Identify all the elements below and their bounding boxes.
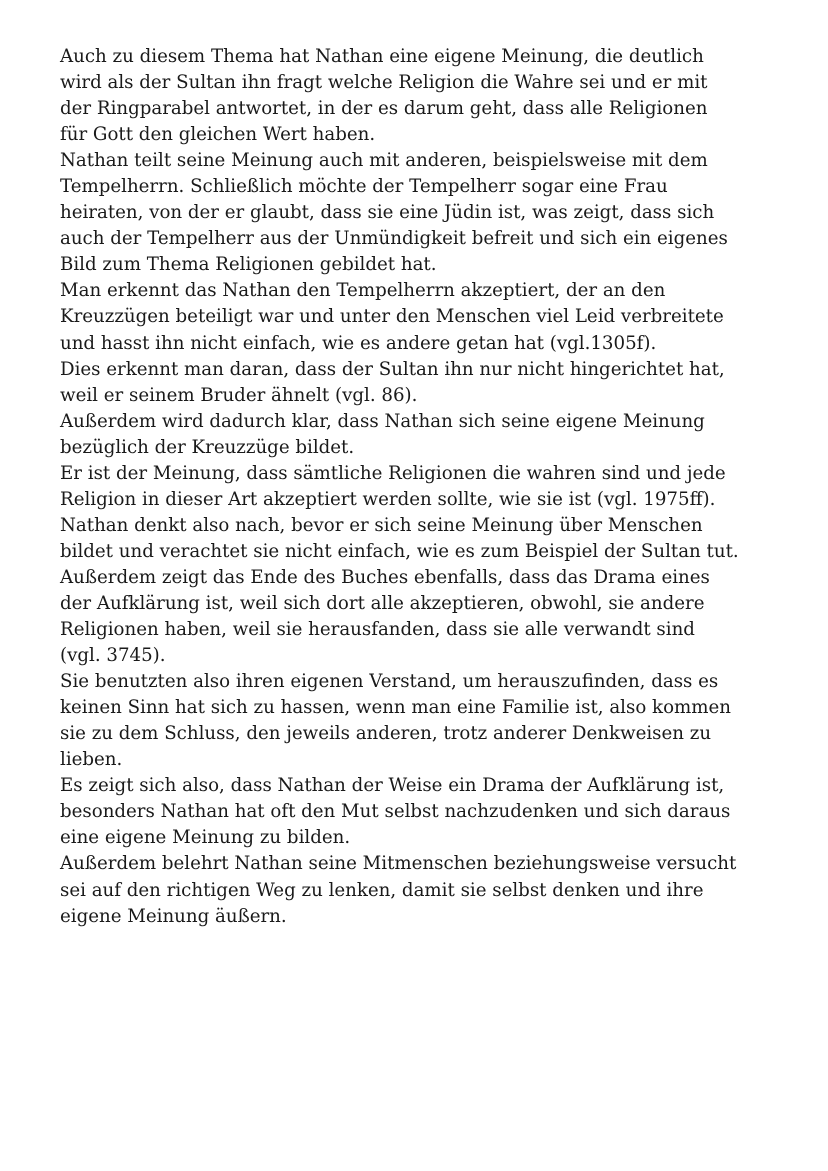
text-line: Dies erkennt man daran, dass der Sultan ihn nur nicht hingerichtet hat, xyxy=(60,358,725,380)
text-line: wird als der Sultan ihn fragt welche Religion die Wahre sei und er mit xyxy=(60,72,708,94)
text-line: der Aufklärung ist, weil sich dort alle akzeptieren, obwohl, sie andere xyxy=(60,592,705,614)
text-line: (vgl. 3745). xyxy=(60,645,166,667)
text-line: weil er seinem Bruder ähnelt (vgl. 86). xyxy=(60,384,418,406)
document-body xyxy=(60,44,780,930)
text-line: besonders Nathan hat oft den Mut selbst nachzudenken und sich daraus xyxy=(60,801,731,823)
text-line: und hasst ihn nicht einfach, wie es andere getan hat (vgl.1305f). xyxy=(60,332,657,354)
text-line: eigene Meinung äußern. xyxy=(60,905,287,927)
text-line: heiraten, von der er glaubt, dass sie eine Jüdin ist, was zeigt, dass sich xyxy=(60,202,715,224)
text-line: bezüglich der Kreuzzüge bildet. xyxy=(60,436,355,458)
text-line: bildet und verachtet sie nicht einfach, wie es zum Beispiel der Sultan tut. xyxy=(60,540,739,562)
text-line: Religionen haben, weil sie herausfanden, dass sie alle verwandt sind xyxy=(60,619,695,641)
text-line: Außerdem wird dadurch klar, dass Nathan sich seine eigene Meinung xyxy=(60,410,705,432)
text-line: auch der Tempelherr aus der Unmündigkeit befreit und sich ein eigenes xyxy=(60,228,728,250)
text-line: Tempelherrn. Schließlich möchte der Tempelherr sogar eine Frau xyxy=(60,176,668,198)
text-line: Sie benutzten also ihren eigenen Verstand, um herauszufinden, dass es xyxy=(60,671,719,693)
text-line: sie zu dem Schluss, den jeweils anderen, trotz anderer Denkweisen zu xyxy=(60,723,712,745)
text-line: eine eigene Meinung zu bilden. xyxy=(60,827,351,849)
text-line: Es zeigt sich also, dass Nathan der Weise ein Drama der Aufklärung ist, xyxy=(60,775,725,797)
text-line: Außerdem belehrt Nathan seine Mitmenschen beziehungsweise versucht xyxy=(60,853,737,875)
text-line: Religion in dieser Art akzeptiert werden sollte, wie sie ist (vgl. 1975ff). xyxy=(60,488,716,510)
text-line: für Gott den gleichen Wert haben. xyxy=(60,124,376,146)
text-line: Bild zum Thema Religionen gebildet hat. xyxy=(60,254,437,276)
text-line: Man erkennt das Nathan den Tempelherrn akzeptiert, der an den xyxy=(60,280,666,302)
text-line: Kreuzzügen beteiligt war und unter den Menschen viel Leid verbreitete xyxy=(60,306,724,328)
text-line: lieben. xyxy=(60,749,123,771)
text-line: keinen Sinn hat sich zu hassen, wenn man eine Familie ist, also kommen xyxy=(60,697,731,719)
text-line: Auch zu diesem Thema hat Nathan eine eigene Meinung, die deutlich xyxy=(60,46,704,67)
text-line: Außerdem zeigt das Ende des Buches ebenfalls, dass das Drama eines xyxy=(60,566,710,588)
text-line: sei auf den richtigen Weg zu lenken, damit sie selbst denken und ihre xyxy=(60,879,704,901)
text-line: der Ringparabel antwortet, in der es darum geht, dass alle Religionen xyxy=(60,98,708,120)
text-line: Nathan teilt seine Meinung auch mit anderen, beispielsweise mit dem xyxy=(60,150,708,172)
text-line: Er ist der Meinung, dass sämtliche Religionen die wahren sind und jede xyxy=(60,462,726,484)
text-line: Nathan denkt also nach, bevor er sich seine Meinung über Menschen xyxy=(60,514,703,536)
